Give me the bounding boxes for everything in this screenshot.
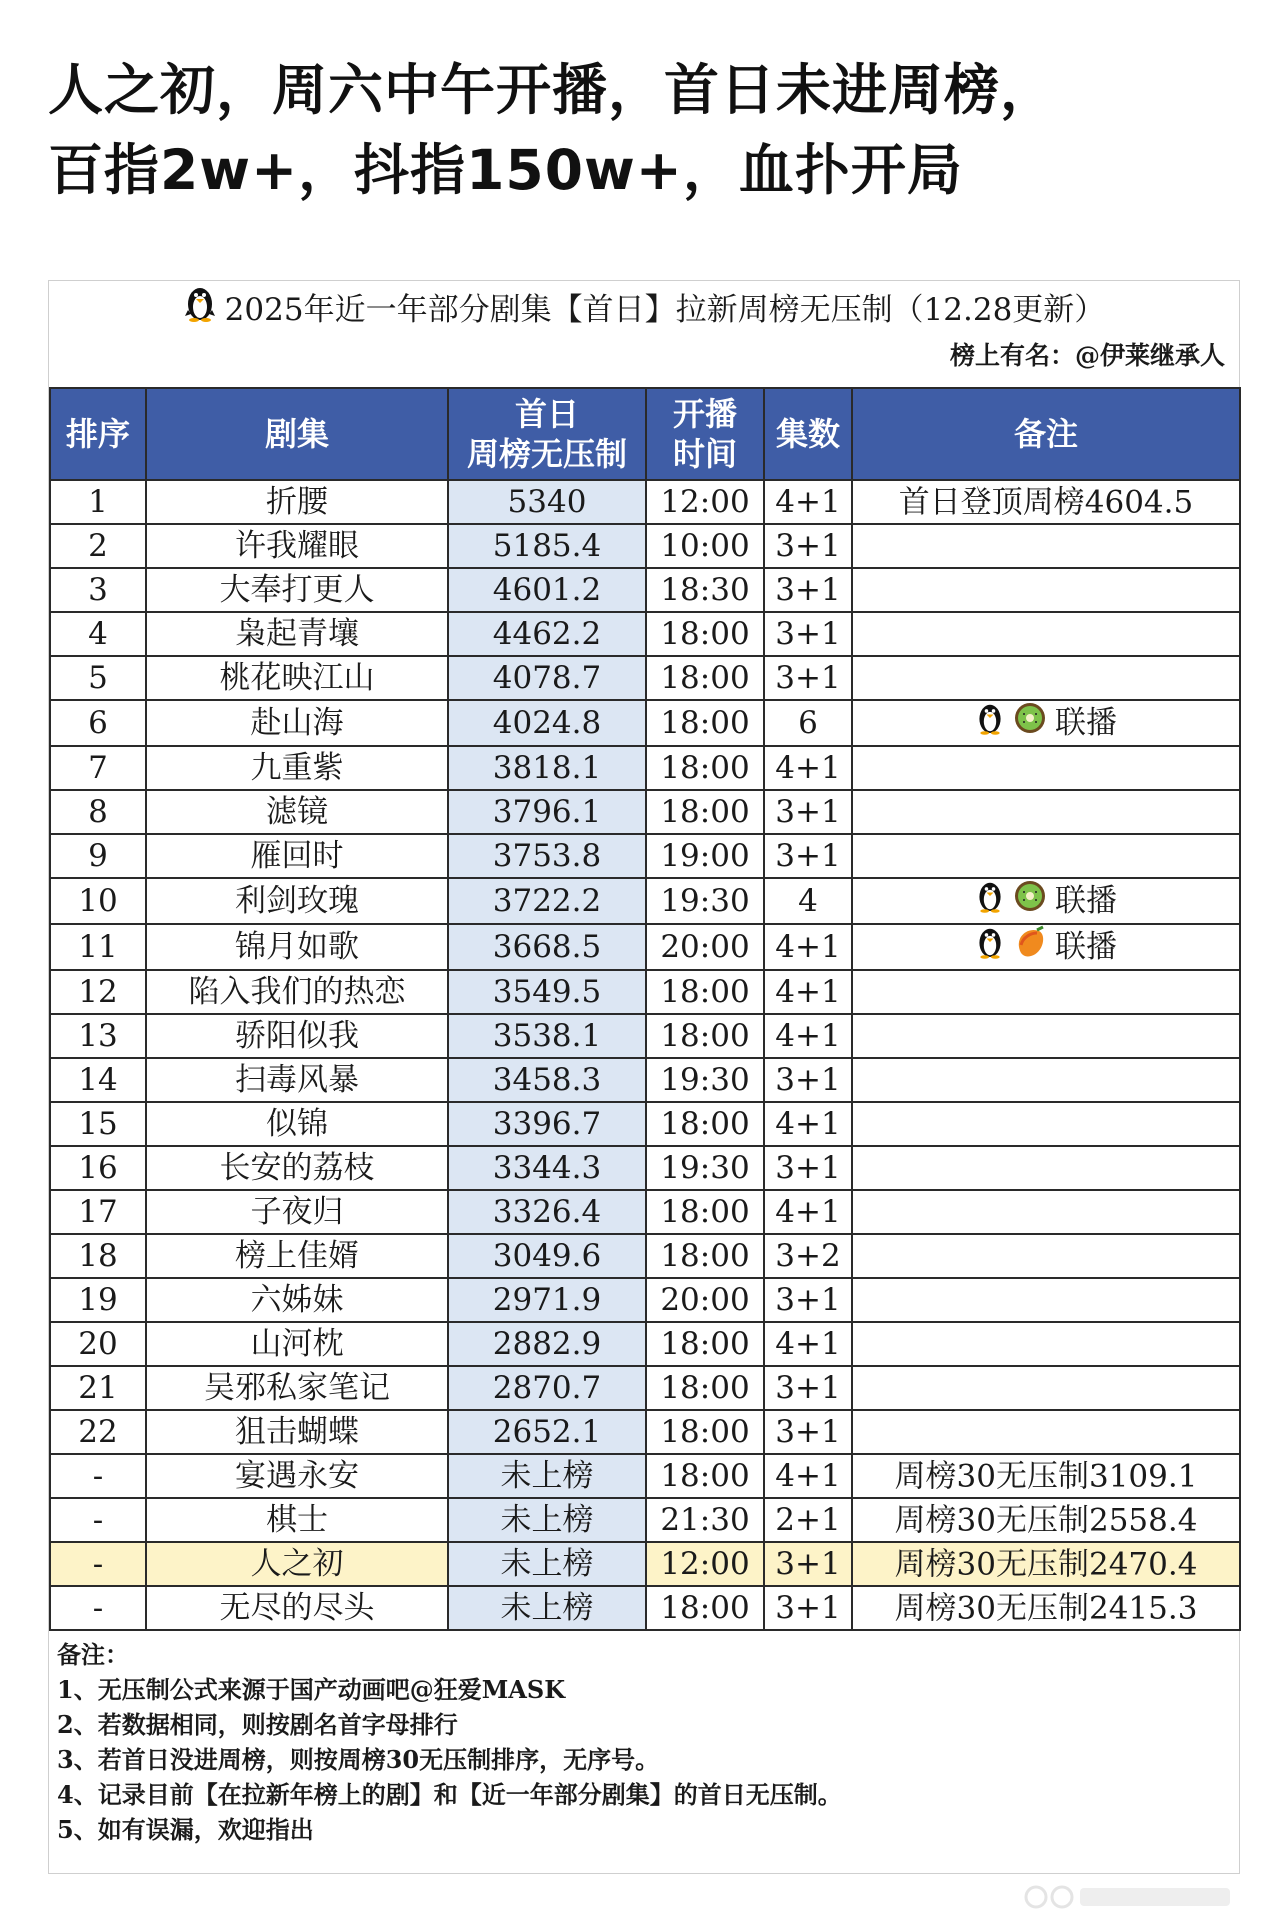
- episodes-cell: 3+1: [764, 1366, 852, 1410]
- episodes-cell: 3+1: [764, 1058, 852, 1102]
- headline: [48, 50, 1238, 210]
- table-row: [50, 700, 1240, 746]
- time-cell: 18:00: [646, 1410, 764, 1454]
- show-cell: 大奉打更人: [146, 568, 448, 612]
- headline-line-1: 人之初，周六中午开播，首日未进周榜，: [48, 58, 1057, 122]
- value-cell: 3538.1: [448, 1014, 646, 1058]
- time-cell: 18:30: [646, 568, 764, 612]
- episodes-cell: 3+1: [764, 612, 852, 656]
- remark-cell: [852, 1058, 1240, 1102]
- time-cell: 18:00: [646, 790, 764, 834]
- remark-text: 周榜30无压制3109.1: [894, 1458, 1198, 1495]
- time-cell: 18:00: [646, 1234, 764, 1278]
- remark-text: 周榜30无压制2558.4: [894, 1502, 1198, 1539]
- table-row: [50, 568, 1240, 612]
- time-cell: 19:30: [646, 1146, 764, 1190]
- table-row: [50, 1366, 1240, 1410]
- episodes-cell: 3+1: [764, 1278, 852, 1322]
- value-cell: 4078.7: [448, 656, 646, 700]
- mango-icon: [1013, 925, 1047, 969]
- rank-cell: 17: [50, 1190, 146, 1234]
- table-body: [50, 480, 1240, 1630]
- remark-cell: [852, 1366, 1240, 1410]
- note-line: 1、无压制公式来源于国产动画吧@狂爱MASK: [57, 1675, 566, 1704]
- table-row: [50, 1278, 1240, 1322]
- table-row: [50, 790, 1240, 834]
- rank-cell: 11: [50, 924, 146, 970]
- show-cell: 人之初: [146, 1542, 448, 1586]
- rank-cell: 9: [50, 834, 146, 878]
- rank-cell: 5: [50, 656, 146, 700]
- penguin-icon: [975, 925, 1005, 969]
- remark-cell: [852, 656, 1240, 700]
- time-cell: 12:00: [646, 480, 764, 524]
- remark-cell: [852, 1146, 1240, 1190]
- header-episodes: 集数: [764, 388, 852, 480]
- time-cell: 18:00: [646, 1190, 764, 1234]
- show-cell: 雁回时: [146, 834, 448, 878]
- rank-cell: -: [50, 1454, 146, 1498]
- time-cell: 20:00: [646, 924, 764, 970]
- rank-cell: 16: [50, 1146, 146, 1190]
- value-cell: 2971.9: [448, 1278, 646, 1322]
- table-row: [50, 1190, 1240, 1234]
- table-row: [50, 1146, 1240, 1190]
- remark-cell: [852, 1410, 1240, 1454]
- value-cell: 2870.7: [448, 1366, 646, 1410]
- remark-cell: [852, 834, 1240, 878]
- value-cell: 3818.1: [448, 746, 646, 790]
- table-row: [50, 1498, 1240, 1542]
- show-cell: 陷入我们的热恋: [146, 970, 448, 1014]
- notes-heading: 备注：: [57, 1640, 129, 1669]
- note-line: 5、如有误漏，欢迎指出: [57, 1815, 314, 1844]
- rank-cell: -: [50, 1542, 146, 1586]
- episodes-cell: 3+2: [764, 1234, 852, 1278]
- remark-cell: [852, 790, 1240, 834]
- episodes-cell: 3+1: [764, 1542, 852, 1586]
- rank-cell: 15: [50, 1102, 146, 1146]
- time-cell: 10:00: [646, 524, 764, 568]
- note-line: 4、记录目前【在拉新年榜上的剧】和【近一年部分剧集】的首日无压制。: [57, 1780, 842, 1809]
- value-cell: 3344.3: [448, 1146, 646, 1190]
- value-cell: 未上榜: [448, 1586, 646, 1630]
- time-cell: 18:00: [646, 1454, 764, 1498]
- remark-cell: [852, 1586, 1240, 1630]
- header-time-line-2: 时间: [672, 435, 737, 473]
- show-cell: 许我耀眼: [146, 524, 448, 568]
- note-line: 3、若首日没进周榜，则按周榜30无压制排序，无序号。: [57, 1745, 660, 1774]
- remark-cell: [852, 568, 1240, 612]
- time-cell: 18:00: [646, 1586, 764, 1630]
- time-cell: 18:00: [646, 1366, 764, 1410]
- rank-cell: 14: [50, 1058, 146, 1102]
- penguin-icon: [975, 879, 1005, 923]
- rank-cell: 2: [50, 524, 146, 568]
- value-cell: 3796.1: [448, 790, 646, 834]
- show-cell: 扫毒风暴: [146, 1058, 448, 1102]
- rank-cell: 20: [50, 1322, 146, 1366]
- show-cell: 骄阳似我: [146, 1014, 448, 1058]
- remark-text: 联播: [1055, 883, 1117, 919]
- value-cell: 3668.5: [448, 924, 646, 970]
- header-time-line-1: 开播: [672, 395, 737, 433]
- rank-cell: 21: [50, 1366, 146, 1410]
- kiwi-icon: [1013, 701, 1047, 745]
- time-cell: 18:00: [646, 656, 764, 700]
- table-row: [50, 746, 1240, 790]
- remark-text: 联播: [1055, 705, 1117, 741]
- table-row: [50, 1410, 1240, 1454]
- table-title-text: 2025年近一年部分剧集【首日】拉新周榜无压制（12.28更新）: [224, 292, 1106, 328]
- table-subtitle: 榜上有名：@伊莱继承人: [949, 341, 1225, 370]
- rank-cell: 18: [50, 1234, 146, 1278]
- rank-cell: 10: [50, 878, 146, 924]
- show-cell: 利剑玫瑰: [146, 878, 448, 924]
- table-row: [50, 524, 1240, 568]
- show-cell: 折腰: [146, 480, 448, 524]
- show-cell: 子夜归: [146, 1190, 448, 1234]
- episodes-cell: 4: [764, 878, 852, 924]
- watermark-icon: [1024, 1882, 1244, 1912]
- show-cell: 棋士: [146, 1498, 448, 1542]
- remark-cell: [852, 878, 1240, 924]
- episodes-cell: 4+1: [764, 746, 852, 790]
- remark-cell: [852, 1190, 1240, 1234]
- value-cell: 3753.8: [448, 834, 646, 878]
- remark-cell: [852, 1498, 1240, 1542]
- table-header-row: [50, 388, 1240, 480]
- time-cell: 18:00: [646, 1014, 764, 1058]
- time-cell: 18:00: [646, 1322, 764, 1366]
- table-row: [50, 1322, 1240, 1366]
- note-line: 2、若数据相同，则按剧名首字母排行: [57, 1710, 458, 1739]
- remark-cell: [852, 1454, 1240, 1498]
- time-cell: 18:00: [646, 1102, 764, 1146]
- remark-cell: [852, 612, 1240, 656]
- table-row: [50, 1542, 1240, 1586]
- time-cell: 20:00: [646, 1278, 764, 1322]
- table-row: [50, 480, 1240, 524]
- show-cell: 狙击蝴蝶: [146, 1410, 448, 1454]
- rank-cell: 1: [50, 480, 146, 524]
- header-show: 剧集: [146, 388, 448, 480]
- rank-cell: 13: [50, 1014, 146, 1058]
- rank-cell: 19: [50, 1278, 146, 1322]
- remark-cell: [852, 1542, 1240, 1586]
- value-cell: 3722.2: [448, 878, 646, 924]
- value-cell: 4462.2: [448, 612, 646, 656]
- value-cell: 未上榜: [448, 1498, 646, 1542]
- rank-cell: 8: [50, 790, 146, 834]
- time-cell: 18:00: [646, 970, 764, 1014]
- table-row: [50, 1586, 1240, 1630]
- remark-cell: [852, 1322, 1240, 1366]
- rank-cell: 4: [50, 612, 146, 656]
- table-row: [50, 878, 1240, 924]
- table-row: [50, 1454, 1240, 1498]
- table-title: [49, 281, 1239, 339]
- header-value: [448, 388, 646, 480]
- header-value-line-1: 首日: [514, 395, 579, 433]
- remark-cell: [852, 1234, 1240, 1278]
- episodes-cell: 3+1: [764, 790, 852, 834]
- episodes-cell: 4+1: [764, 1322, 852, 1366]
- rank-cell: 6: [50, 700, 146, 746]
- episodes-cell: 3+1: [764, 568, 852, 612]
- remark-cell: [852, 480, 1240, 524]
- show-cell: 锦月如歌: [146, 924, 448, 970]
- remark-cell: [852, 1278, 1240, 1322]
- rank-cell: 22: [50, 1410, 146, 1454]
- show-cell: 无尽的尽头: [146, 1586, 448, 1630]
- value-cell: 2882.9: [448, 1322, 646, 1366]
- show-cell: 六姊妹: [146, 1278, 448, 1322]
- value-cell: 4024.8: [448, 700, 646, 746]
- value-cell: 3049.6: [448, 1234, 646, 1278]
- episodes-cell: 2+1: [764, 1498, 852, 1542]
- value-cell: 4601.2: [448, 568, 646, 612]
- show-cell: 宴遇永安: [146, 1454, 448, 1498]
- show-cell: 长安的荔枝: [146, 1146, 448, 1190]
- value-cell: 未上榜: [448, 1542, 646, 1586]
- time-cell: 19:00: [646, 834, 764, 878]
- table-row: [50, 924, 1240, 970]
- episodes-cell: 3+1: [764, 1410, 852, 1454]
- penguin-icon: [975, 701, 1005, 745]
- rank-cell: -: [50, 1586, 146, 1630]
- time-cell: 21:30: [646, 1498, 764, 1542]
- show-cell: 山河枕: [146, 1322, 448, 1366]
- episodes-cell: 4+1: [764, 1102, 852, 1146]
- table-row: [50, 1058, 1240, 1102]
- time-cell: 19:30: [646, 878, 764, 924]
- rank-cell: -: [50, 1498, 146, 1542]
- time-cell: 18:00: [646, 612, 764, 656]
- ranking-table: [49, 387, 1241, 1631]
- time-cell: 12:00: [646, 1542, 764, 1586]
- value-cell: 3396.7: [448, 1102, 646, 1146]
- value-cell: 未上榜: [448, 1454, 646, 1498]
- episodes-cell: 4+1: [764, 970, 852, 1014]
- show-cell: 吴邪私家笔记: [146, 1366, 448, 1410]
- remark-cell: [852, 1102, 1240, 1146]
- header-rank: 排序: [50, 388, 146, 480]
- episodes-cell: 3+1: [764, 1586, 852, 1630]
- rank-cell: 12: [50, 970, 146, 1014]
- value-cell: 5340: [448, 480, 646, 524]
- show-cell: 榜上佳婿: [146, 1234, 448, 1278]
- table-row: [50, 970, 1240, 1014]
- table-row: [50, 612, 1240, 656]
- episodes-cell: 3+1: [764, 1146, 852, 1190]
- header-remark: 备注: [852, 388, 1240, 480]
- episodes-cell: 3+1: [764, 524, 852, 568]
- episodes-cell: 3+1: [764, 834, 852, 878]
- remark-cell: [852, 746, 1240, 790]
- table-row: [50, 834, 1240, 878]
- time-cell: 19:30: [646, 1058, 764, 1102]
- table-row: [50, 1234, 1240, 1278]
- show-cell: 桃花映江山: [146, 656, 448, 700]
- value-cell: 3549.5: [448, 970, 646, 1014]
- remark-text: 联播: [1055, 929, 1117, 965]
- ranking-table-card: [48, 280, 1240, 1874]
- table-row: [50, 1102, 1240, 1146]
- remark-text: 周榜30无压制2470.4: [894, 1546, 1198, 1583]
- remark-cell: [852, 1014, 1240, 1058]
- kiwi-icon: [1013, 879, 1047, 923]
- value-cell: 5185.4: [448, 524, 646, 568]
- headline-line-2: 百指2w+，抖指150w+，血扑开局: [48, 138, 963, 202]
- show-cell: 似锦: [146, 1102, 448, 1146]
- remark-cell: [852, 700, 1240, 746]
- remark-cell: [852, 924, 1240, 970]
- table-row: [50, 1014, 1240, 1058]
- show-cell: 九重紫: [146, 746, 448, 790]
- episodes-cell: 4+1: [764, 1014, 852, 1058]
- remark-cell: [852, 524, 1240, 568]
- value-cell: 3326.4: [448, 1190, 646, 1234]
- time-cell: 18:00: [646, 700, 764, 746]
- rank-cell: 3: [50, 568, 146, 612]
- value-cell: 3458.3: [448, 1058, 646, 1102]
- table-row: [50, 656, 1240, 700]
- show-cell: 枭起青壤: [146, 612, 448, 656]
- show-cell: 赴山海: [146, 700, 448, 746]
- show-cell: 滤镜: [146, 790, 448, 834]
- episodes-cell: 4+1: [764, 1454, 852, 1498]
- episodes-cell: 4+1: [764, 1190, 852, 1234]
- rank-cell: 7: [50, 746, 146, 790]
- remark-text: 周榜30无压制2415.3: [894, 1590, 1198, 1627]
- header-time: [646, 388, 764, 480]
- remark-text: 首日登顶周榜4604.5: [898, 484, 1194, 521]
- episodes-cell: 6: [764, 700, 852, 746]
- episodes-cell: 3+1: [764, 656, 852, 700]
- episodes-cell: 4+1: [764, 480, 852, 524]
- notes-section: [57, 1637, 1227, 1847]
- header-value-line-2: 周榜无压制: [466, 435, 627, 473]
- penguin-icon: [183, 283, 217, 341]
- remark-cell: [852, 970, 1240, 1014]
- value-cell: 2652.1: [448, 1410, 646, 1454]
- time-cell: 18:00: [646, 746, 764, 790]
- episodes-cell: 4+1: [764, 924, 852, 970]
